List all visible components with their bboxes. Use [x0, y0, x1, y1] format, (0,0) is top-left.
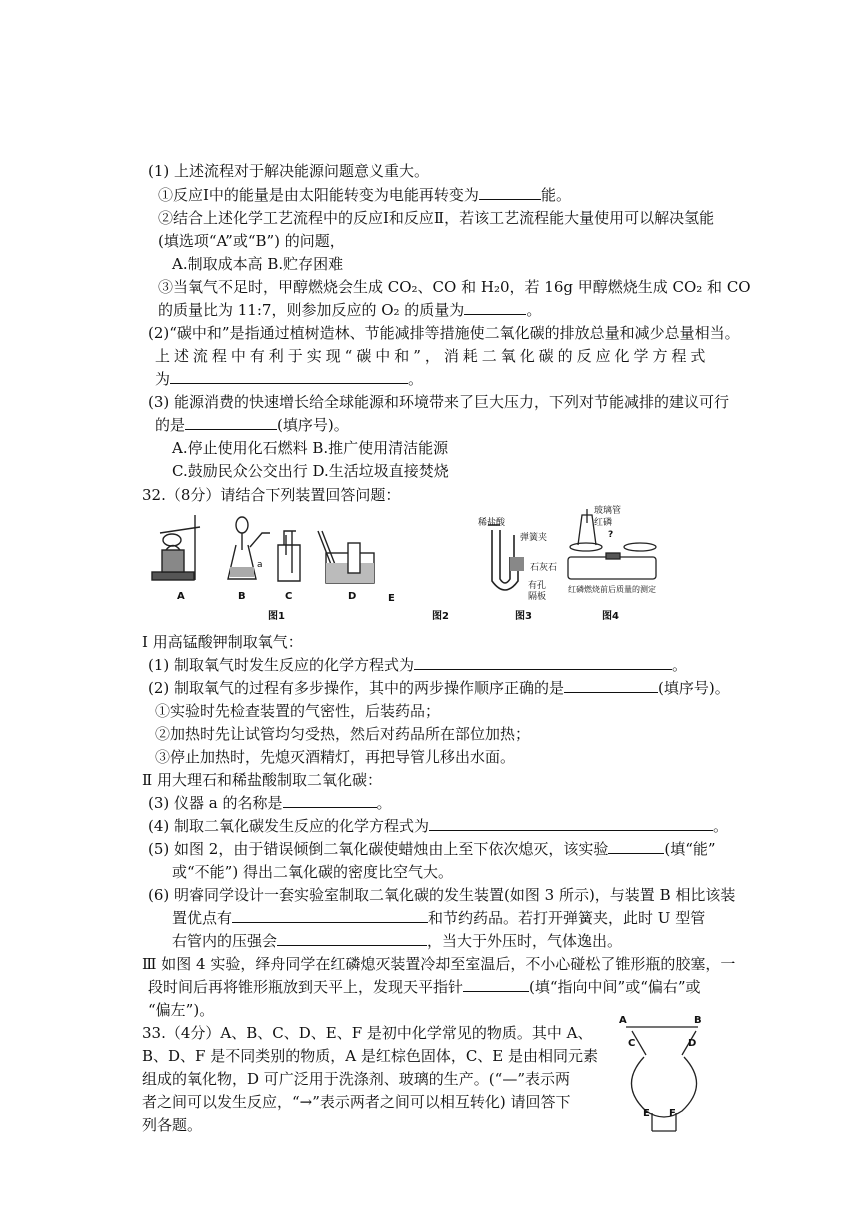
q32-s2-q3 [148, 793, 392, 813]
q32-section-3b [148, 977, 701, 997]
q33-line2: B、D、F 是不同类别的物质，A 是红棕色固体，C、E 是由相同元素 [142, 1047, 599, 1065]
text: 。 [713, 817, 729, 835]
q33-line1: 33.（4分）A、B、C、D、E、F 是初中化学常见的物质。其中 A、 [142, 1024, 593, 1042]
text: 右管内的压强会 [172, 932, 278, 950]
apparatus-a [152, 515, 200, 580]
q31-part1: (1) 上述流程对于解决能源问题意义重大。 [148, 162, 430, 180]
text: 能。 [540, 186, 571, 204]
q32-s1-q2 [148, 678, 730, 698]
q33-line3: 组成的氧化物，D 可广泛用于洗涤剂、玻璃的生产。(“—”表示两 [142, 1070, 570, 1088]
q32-s2-q4 [148, 816, 728, 836]
answer-blank[interactable] [414, 655, 672, 670]
text: 。 [376, 794, 392, 812]
q33-node-c: C [628, 1038, 636, 1049]
answer-blank[interactable] [185, 415, 277, 430]
fig-caption-3: 图3 [515, 611, 532, 622]
apparatus-b [228, 517, 270, 579]
answer-blank[interactable] [283, 793, 377, 808]
label-glass-tube: 玻璃管 [594, 506, 622, 516]
answer-blank[interactable] [479, 185, 541, 200]
label-dilute-hcl: 稀盐酸 [478, 518, 506, 528]
text: (填“能” [664, 840, 716, 858]
q31-part1-2b [158, 231, 345, 251]
label-limestone: 石灰石 [530, 563, 558, 573]
text: 。 [408, 370, 424, 388]
label-question-mark: ? [608, 530, 614, 540]
apparatus-d [318, 531, 374, 583]
text: (1) 制取氧气时发生反应的化学方程式为 [148, 656, 415, 674]
q32-s2-q5a [148, 839, 716, 859]
text: (填序号)。 [658, 679, 730, 697]
fig-label-b: B [238, 591, 246, 602]
fig-label-c: C [285, 591, 293, 602]
q32-s2-q5c: 或“不能”) 得出二氧化碳的密度比空气大。 [172, 863, 453, 881]
q31-part3b [155, 415, 349, 435]
text: (5) 如图 2，由于错误倾倒二氧化碳使蜡烛由上至下依次熄灭，该实验 [148, 840, 609, 858]
fig-label-d: D [348, 591, 357, 602]
q31-part3-options1: A.停止使用化石燃料 B.推广使用清洁能源 [172, 439, 449, 457]
label-spring-clamp: 弹簧夹 [520, 533, 548, 543]
q32-s1-option1: ①实验时先检查装置的气密性，后装药品； [155, 702, 441, 720]
label-perforated: 有孔 [528, 581, 547, 591]
q31-part2a: (2)“碳中和”是指通过植树造林、节能减排等措施使二氧化碳的排放总量和减少总量相当。 [148, 324, 740, 342]
q33-line4: 者之间可以发生反应，“→”表示两者之间可以相互转化) 请回答下 [142, 1093, 571, 1111]
apparatus-fig3 [488, 525, 524, 590]
label-instrument-a: a [257, 560, 263, 570]
text: (2) 制取氧气的过程有多步操作，其中的两步操作顺序正确的是 [148, 679, 565, 697]
q32-section-1: Ⅰ 用高锰酸钾制取氧气： [142, 633, 303, 651]
q32-s1-q1 [148, 655, 687, 675]
q31-part3a: (3) 能源消费的快速增长给全球能源和环境带来了巨大压力，下列对节能减排的建议可行 [148, 393, 730, 411]
fig-caption-2: 图2 [432, 611, 449, 622]
q31-part1-3a: ③当氧气不足时，甲醇燃烧会生成 CO₂、CO 和 H₂0，若 16g 甲醇燃烧生成 CO₂ 和 CO [158, 278, 751, 296]
text: 的质量比为 11:7，则参加反应的 O₂ 的质量为 [158, 301, 465, 319]
q32-s2-q6b [172, 908, 705, 928]
text: 段时间后再将锥形瓶放到天平上，发现天平指针 [148, 978, 464, 996]
text: (填选项“A”或“B”) 的问题， [158, 232, 345, 250]
answer-blank[interactable] [277, 931, 427, 946]
answer-blank[interactable] [608, 839, 664, 854]
answer-blank[interactable] [464, 300, 526, 315]
q31-part1-1 [158, 185, 571, 205]
answer-blank[interactable] [429, 816, 713, 831]
label-red-phosphorus: 红磷 [594, 518, 613, 528]
label-fig4-caption: 红磷燃烧前后质量的测定 [568, 585, 656, 594]
answer-blank[interactable] [463, 977, 529, 992]
q32-s2-q6d [172, 931, 622, 951]
text: (填序号)。 [277, 416, 349, 434]
answer-blank[interactable] [170, 369, 408, 384]
apparatus-figures [0, 495, 860, 635]
answer-blank[interactable] [564, 678, 658, 693]
q31-part1-2-options: A.制取成本高 B.贮存困难 [172, 255, 344, 273]
q32-s2-q6a: (6) 明睿同学设计一套实验室制取二氧化碳的发生装置(如图 3 所示)，与装置 B 相比该装 [148, 886, 736, 904]
q31-part1-3b [158, 300, 541, 320]
q33-node-a: A [619, 1015, 627, 1026]
q32-s1-option2: ②加热时先让试管均匀受热，然后对药品所在部位加热； [155, 725, 531, 743]
text: (3) 仪器 a 的名称是 [148, 794, 283, 812]
apparatus-c [278, 531, 300, 581]
q31-part2b: 上 述 流 程 中 有 利 于 实 现 “ 碳 中 和 ” ， 消 耗 二 氧 化 碳 的 反 应 化 学 方 程 式 [155, 347, 706, 365]
q32-section-3a: Ⅲ 如图 4 实验，绎舟同学在红磷熄灭装置冷却至室温后，不小心碰松了锥形瓶的胶塞，一 [142, 955, 736, 973]
q32-heading: 32.（8分）请结合下列装置回答问题： [142, 486, 401, 504]
q33-node-d: D [688, 1038, 697, 1049]
fig-label-e: E [388, 593, 395, 604]
q32-section-3d: “偏左”)。 [148, 1001, 215, 1019]
answer-blank[interactable] [232, 908, 428, 923]
q31-part2c [155, 369, 423, 389]
text: ①反应Ⅰ中的能量是由太阳能转变为电能再转变为 [158, 186, 479, 204]
fig-caption-4: 图4 [602, 611, 619, 622]
text: 为 [155, 370, 171, 388]
fig-caption-1: 图1 [268, 611, 285, 622]
text: (4) 制取二氧化碳发生反应的化学方程式为 [148, 817, 430, 835]
q33-line5: 列各题。 [142, 1116, 203, 1134]
text: (填“指向中间”或“偏右”或 [529, 978, 701, 996]
text: 和节约药品。若打开弹簧夹，此时 U 型管 [428, 909, 706, 927]
q31-part3-options2: C.鼓励民众公交出行 D.生活垃圾直接焚烧 [172, 462, 449, 480]
fig-label-a: A [177, 591, 185, 602]
text: 。 [672, 656, 688, 674]
q31-part1-2: ②结合上述化学工艺流程中的反应Ⅰ和反应Ⅱ，若该工艺流程能大量使用可以解决氢能 [158, 209, 715, 227]
q33-node-f: F [669, 1108, 676, 1119]
text: 的是 [155, 416, 186, 434]
text: ，当大于外压时，气体逸出。 [427, 932, 623, 950]
text: 置优点有 [172, 909, 233, 927]
q32-s1-option3: ③停止加热时，先熄灭酒精灯，再把导管儿移出水面。 [155, 748, 516, 766]
label-plate: 隔板 [528, 592, 547, 602]
text: 。 [526, 301, 542, 319]
q33-node-b: B [694, 1015, 702, 1026]
q32-section-2: Ⅱ 用大理石和稀盐酸制取二氧化碳： [142, 771, 382, 789]
q33-node-e: E [643, 1108, 650, 1119]
